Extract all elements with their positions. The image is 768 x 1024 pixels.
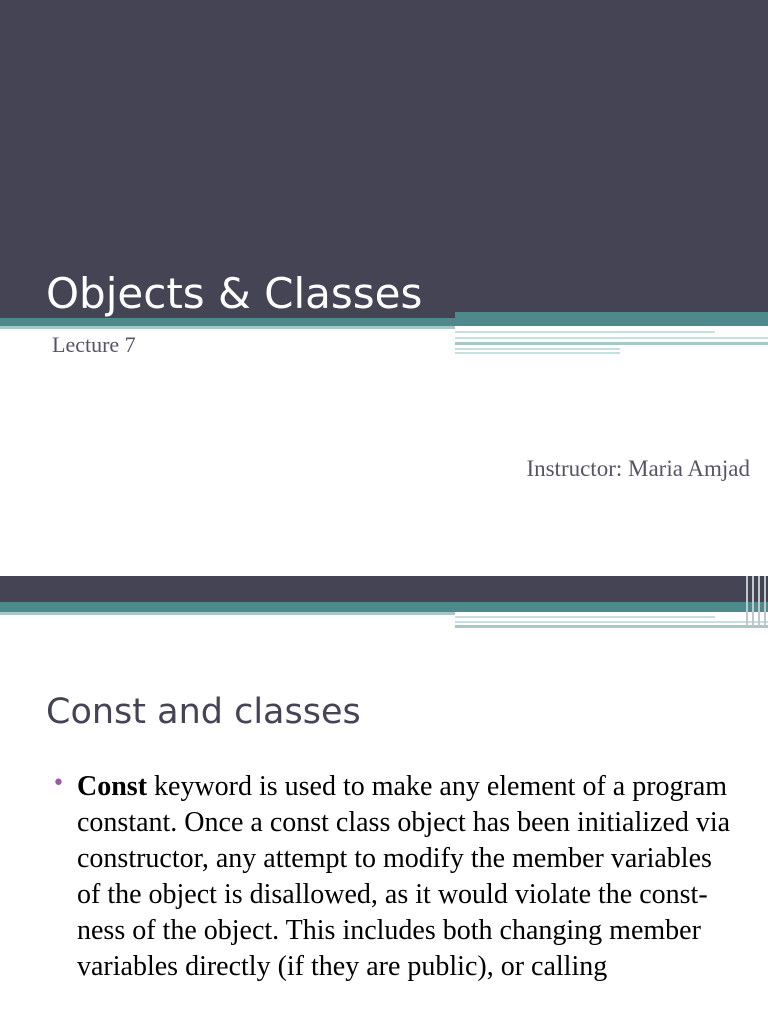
decor-line <box>455 342 768 345</box>
decor-line <box>455 616 715 618</box>
slide-heading: Const and classes <box>46 692 361 732</box>
decor-stripe <box>746 576 748 626</box>
lecture-subtitle: Lecture 7 <box>52 332 136 357</box>
decor-stripe <box>752 576 754 626</box>
instructor-name: Instructor: Maria Amjad <box>526 456 750 481</box>
decor-line <box>455 352 620 354</box>
bullet-icon: • <box>52 771 65 796</box>
bullet-body: keyword is used to make any element of a program constant. Once a const class object has been initialized via constructor, any attempt to modify the member variables of the object is disallowed, as it would violate the const-ness of the object. This includes both changing member variables directly (if they are public), or calling <box>77 771 731 982</box>
decor-stripe <box>764 576 766 626</box>
decor-line <box>455 337 768 339</box>
header-band-light <box>0 612 455 615</box>
bullet-keyword: Const <box>77 771 148 802</box>
decor-line <box>455 625 768 628</box>
content-slide <box>0 576 768 1024</box>
decor-line <box>455 348 620 350</box>
title-band-light <box>0 326 455 329</box>
slide-title: Objects & Classes <box>46 269 423 318</box>
header-background <box>0 576 768 602</box>
title-band-right <box>455 312 768 326</box>
title-band <box>0 318 455 326</box>
bullet-item <box>52 769 742 985</box>
decor-stripe <box>758 576 760 626</box>
bullet-text <box>77 769 737 985</box>
decor-line <box>455 331 715 333</box>
header-band <box>0 602 768 612</box>
decor-line <box>455 621 768 623</box>
